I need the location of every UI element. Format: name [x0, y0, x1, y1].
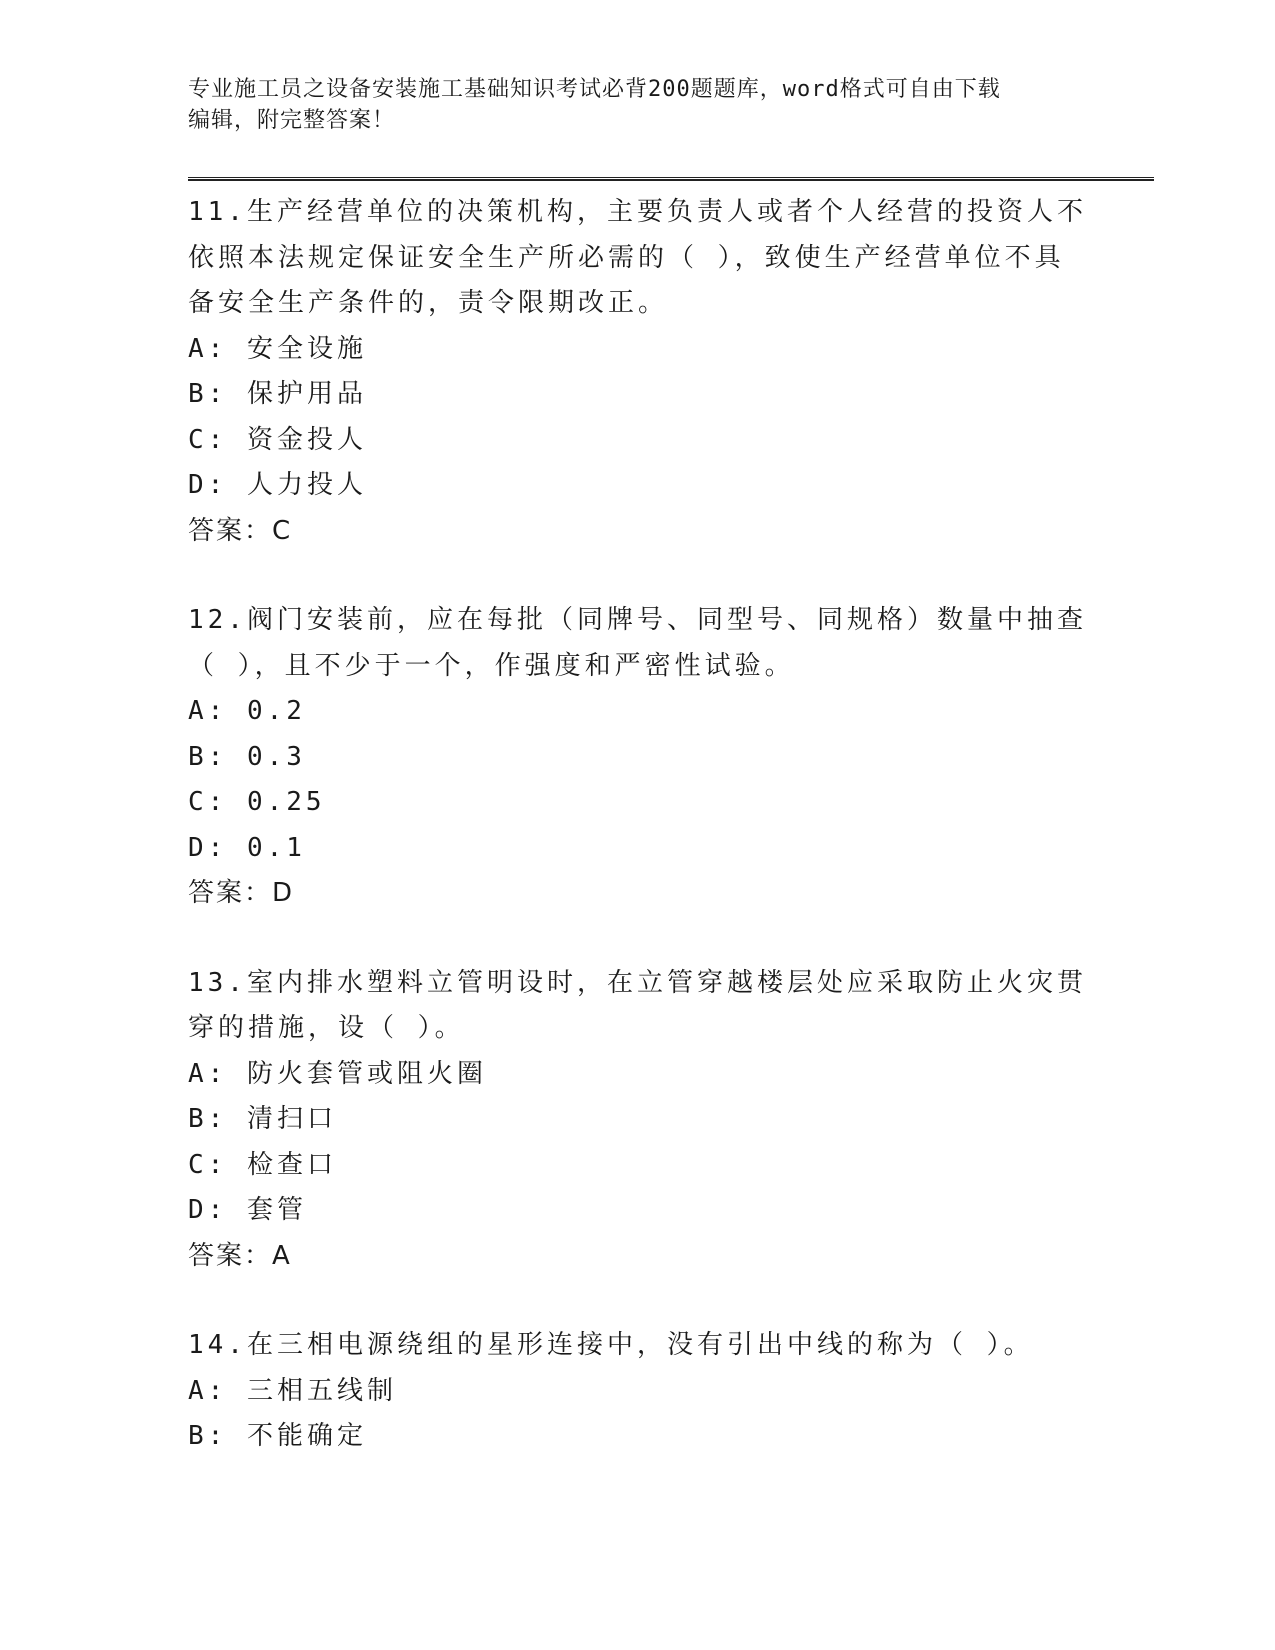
option-a: A: 0.2 [188, 696, 306, 726]
option-c: C: 资金投人 [188, 424, 367, 455]
header-line-1: 专业施工员之设备安装施工基础知识考试必背200题题库，word格式可自由下载 [188, 77, 1001, 102]
question-list [188, 190, 1088, 1504]
question-text: 11.生产经营单位的决策机构，主要负责人或者个人经营的投资人不依照本法规定保证安全生产所必需的（ ），致使生产经营单位不具备安全生产条件的，责令限期改正。 [188, 197, 1087, 318]
question-12 [188, 598, 1088, 917]
answer-line: 答案：A [188, 1240, 292, 1271]
answer-line: 答案：D [188, 878, 295, 908]
option-d: D: 0.1 [188, 832, 306, 863]
option-c: C: 0.25 [188, 787, 326, 817]
option-d: D: 套管 [188, 1195, 307, 1225]
header-divider [188, 177, 1154, 181]
question-14 [188, 1323, 1088, 1460]
question-13 [188, 961, 1088, 1280]
option-a: A: 安全设施 [188, 333, 367, 364]
question-11 [188, 190, 1088, 554]
option-b: B: 0.3 [188, 741, 306, 772]
option-b: B: 保护用品 [188, 379, 367, 409]
header-line-2: 编辑，附完整答案！ [188, 108, 396, 133]
option-a: A: 防火套管或阻火圈 [188, 1058, 487, 1089]
answer-line: 答案：C [188, 515, 293, 546]
document-header [188, 74, 1088, 136]
question-text: 13.室内排水塑料立管明设时，在立管穿越楼层处应采取防止火灾贯穿的措施，设（ ）。 [188, 967, 1087, 1043]
option-b: B: 不能确定 [188, 1421, 367, 1451]
option-c: C: 检查口 [188, 1149, 337, 1180]
option-d: D: 人力投人 [188, 470, 367, 500]
question-text: 14.在三相电源绕组的星形连接中，没有引出中线的称为（ ）。 [188, 1330, 1034, 1360]
option-a: A: 三相五线制 [188, 1375, 397, 1406]
option-b: B: 清扫口 [188, 1104, 337, 1134]
question-text: 12.阀门安装前，应在每批（同牌号、同型号、同规格）数量中抽查（ ），且不少于一个，作强度和严密性试验。 [188, 605, 1087, 681]
